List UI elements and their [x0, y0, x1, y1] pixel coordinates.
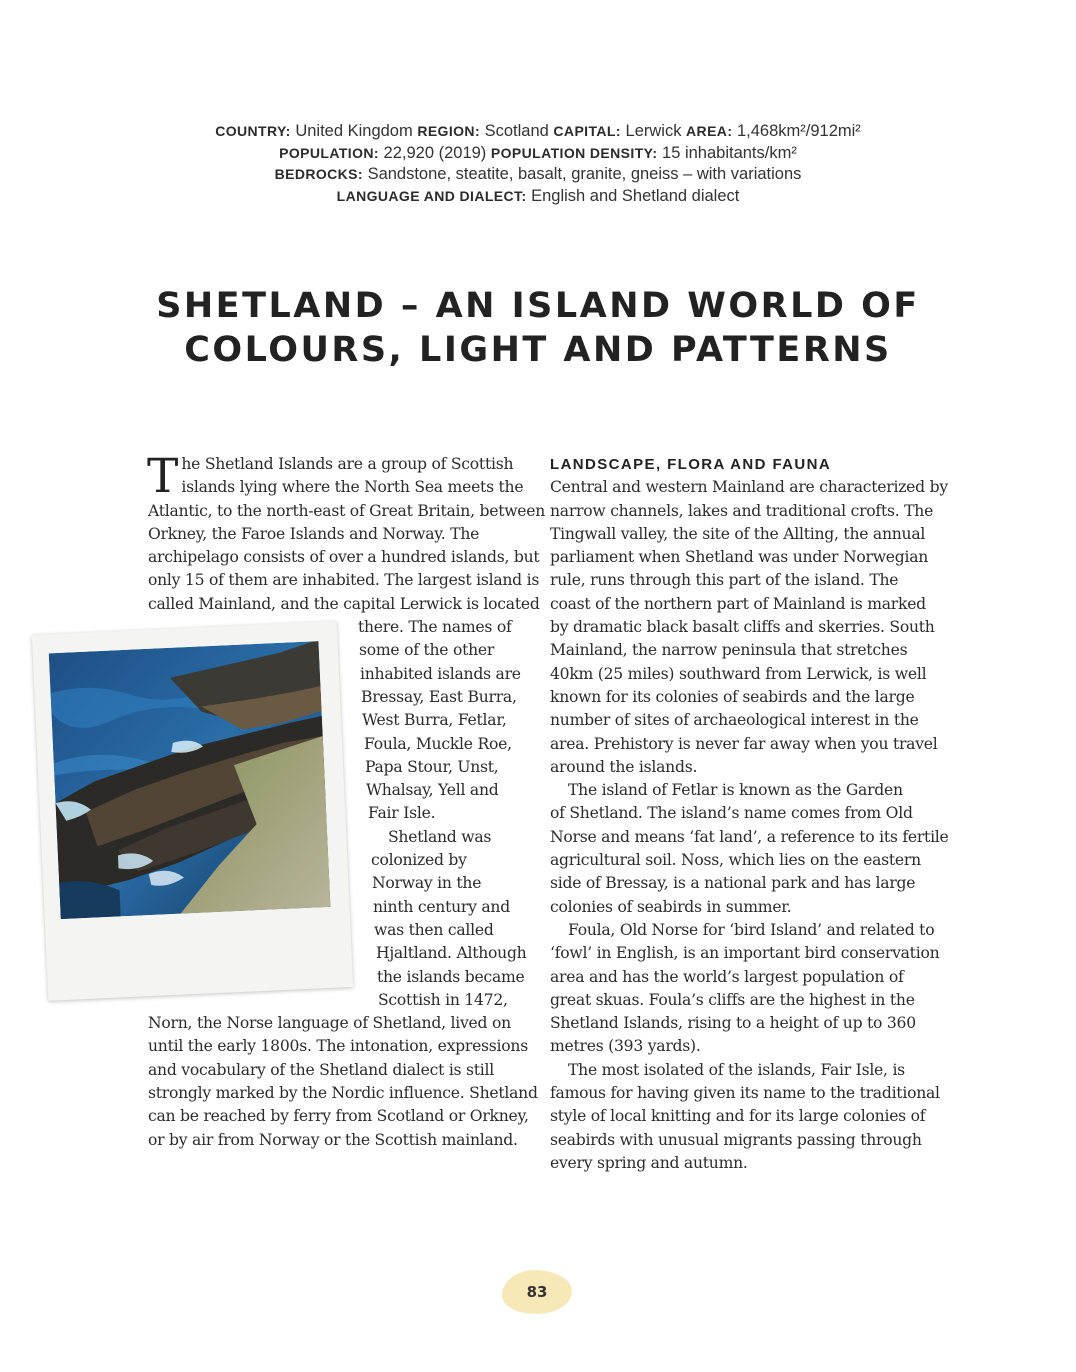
body-line: area and has the world’s largest population of: [550, 967, 904, 986]
body-line: there. The names of: [358, 618, 512, 637]
body-line: or by air from Norway or the Scottish mainland.: [148, 1130, 518, 1149]
body-line: narrow channels, lakes and traditional crofts. The: [550, 501, 934, 520]
body-line: Tingwall valley, the site of the Allting, the annual: [550, 524, 926, 543]
body-line: agricultural soil. Noss, which lies on the eastern: [550, 851, 921, 870]
body-line: metres (393 yards).: [550, 1037, 701, 1056]
fact-value: United Kingdom: [295, 122, 413, 140]
body-line: area. Prehistory is never far away when you travel: [550, 734, 938, 753]
right-column: [550, 453, 949, 1175]
body-line: the islands became: [377, 967, 525, 986]
body-line: Foula, Old Norse for ‘bird Island’ and related to: [568, 920, 935, 939]
body-line: West Burra, Fetlar,: [362, 711, 507, 730]
fact-line: [60, 164, 1016, 186]
fact-value: 1,468km²/912mi²: [736, 122, 861, 140]
fact-box: [60, 121, 1016, 207]
body-line: of Shetland. The island’s name comes from Old: [550, 804, 913, 823]
body-line: ‘fowl’ in English, is an important bird conservation: [550, 944, 940, 963]
body-line: Hjaltland. Although: [376, 944, 527, 963]
body-line: Mainland, the narrow peninsula that stretches: [550, 641, 908, 660]
body-line: coast of the northern part of Mainland is marked: [550, 594, 926, 613]
fact-value: Sandstone, steatite, basalt, granite, gneiss – with variations: [367, 165, 802, 183]
fact-line: [60, 186, 1016, 208]
fact-label: POPULATION DENSITY:: [490, 144, 658, 161]
body-line: Papa Stour, Unst,: [365, 757, 499, 776]
body-line: archipelago consists of over a hundred islands, but: [148, 548, 540, 567]
fact-label: LANGUAGE AND DIALECT:: [336, 187, 527, 204]
body-line: The island of Fetlar is known as the Garden: [568, 781, 903, 800]
fact-value: English and Shetland dialect: [531, 186, 740, 205]
body-line: by dramatic black basalt cliffs and skerries. South: [550, 618, 935, 637]
body-line: side of Bressay, is a national park and has large: [550, 874, 916, 893]
body-line: strongly marked by the Nordic influence. Shetland: [148, 1084, 538, 1103]
fact-value: Lerwick: [625, 122, 682, 140]
body-line: Norn, the Norse language of Shetland, lived on: [148, 1014, 511, 1033]
fact-line: [60, 143, 1016, 165]
page-title: [60, 284, 1016, 372]
fact-label: POPULATION:: [279, 144, 379, 161]
title-line: SHETLAND – AN ISLAND WORLD OF: [156, 286, 920, 326]
body-line: he Shetland Islands are a group of Scottish: [181, 455, 514, 473]
body-line: known for its colonies of seabirds and the large: [550, 687, 915, 706]
body-line: was then called: [374, 920, 494, 939]
body-line: inhabited islands are: [360, 664, 521, 683]
fact-label: CAPITAL:: [553, 123, 621, 139]
body-line: Foula, Muckle Roe,: [364, 734, 512, 753]
polaroid-photo: [32, 621, 353, 1000]
body-line: Scottish in 1472,: [378, 990, 508, 1009]
body-line: ninth century and: [373, 897, 510, 916]
coastline-photo-image: [49, 641, 331, 919]
title-line: COLOURS, LIGHT AND PATTERNS: [184, 330, 892, 370]
body-line: called Mainland, and the capital Lerwick is located: [148, 594, 540, 613]
body-line: 40km (25 miles) southward from Lerwick, is well: [550, 664, 927, 683]
fact-value: 15 inhabitants/km²: [662, 143, 797, 162]
section-heading: LANDSCAPE, FLORA AND FAUNA: [550, 456, 832, 473]
drop-cap: T: [147, 449, 179, 504]
fact-label: AREA:: [686, 123, 733, 139]
body-line: style of local knitting and for its large colonies of: [550, 1107, 926, 1126]
body-line: Bressay, East Burra,: [361, 687, 517, 706]
body-line: until the early 1800s. The intonation, expressions: [148, 1037, 528, 1056]
body-line: around the islands.: [550, 757, 698, 776]
fact-value: 22,920 (2019): [383, 143, 487, 162]
body-line: Whalsay, Yell and: [366, 781, 499, 800]
body-line: every spring and autumn.: [550, 1153, 748, 1172]
body-line: number of sites of archaeological interest in the: [550, 711, 919, 730]
body-line: Norway in the: [372, 874, 482, 893]
body-line: Atlantic, to the north-east of Great Britain, between: [148, 501, 546, 520]
page-number: [502, 1270, 572, 1314]
body-line: colonized by: [371, 851, 467, 870]
body-line: only 15 of them are inhabited. The largest island is: [148, 571, 540, 590]
body-line: some of the other: [359, 641, 495, 660]
body-line: can be reached by ferry from Scotland or Orkney,: [148, 1107, 529, 1126]
body-line: islands lying where the North Sea meets the: [181, 478, 524, 497]
body-line: Shetland Islands, rising to a height of up to 360: [550, 1014, 916, 1033]
fact-line: [60, 121, 1016, 143]
body-line: great skuas. Foula’s cliffs are the highest in the: [550, 990, 915, 1009]
fact-label: BEDROCKS:: [274, 166, 363, 182]
body-line: and vocabulary of the Shetland dialect is still: [148, 1060, 495, 1079]
body-line: seabirds with unusual migrants passing through: [550, 1130, 922, 1149]
body-line: Fair Isle.: [368, 804, 436, 823]
fact-value: Scotland: [484, 122, 549, 140]
fact-label: REGION:: [417, 123, 481, 139]
body-line: Norse and means ‘fat land’, a reference to its fertile: [550, 827, 949, 846]
body-line: Central and western Mainland are characterized by: [550, 478, 948, 497]
page-number-label: 83: [526, 1283, 548, 1301]
body-line: Shetland was: [388, 827, 492, 846]
body-line: colonies of seabirds in summer.: [550, 897, 792, 916]
body-line: Orkney, the Faroe Islands and Norway. The: [148, 524, 480, 543]
body-line: rule, runs through this part of the island. The: [550, 571, 899, 590]
body-line: The most isolated of the islands, Fair Isle, is: [568, 1060, 905, 1079]
body-line: parliament when Shetland was under Norwegian: [550, 548, 929, 567]
fact-label: COUNTRY:: [215, 123, 291, 139]
body-line: famous for having given its name to the traditional: [550, 1084, 940, 1103]
